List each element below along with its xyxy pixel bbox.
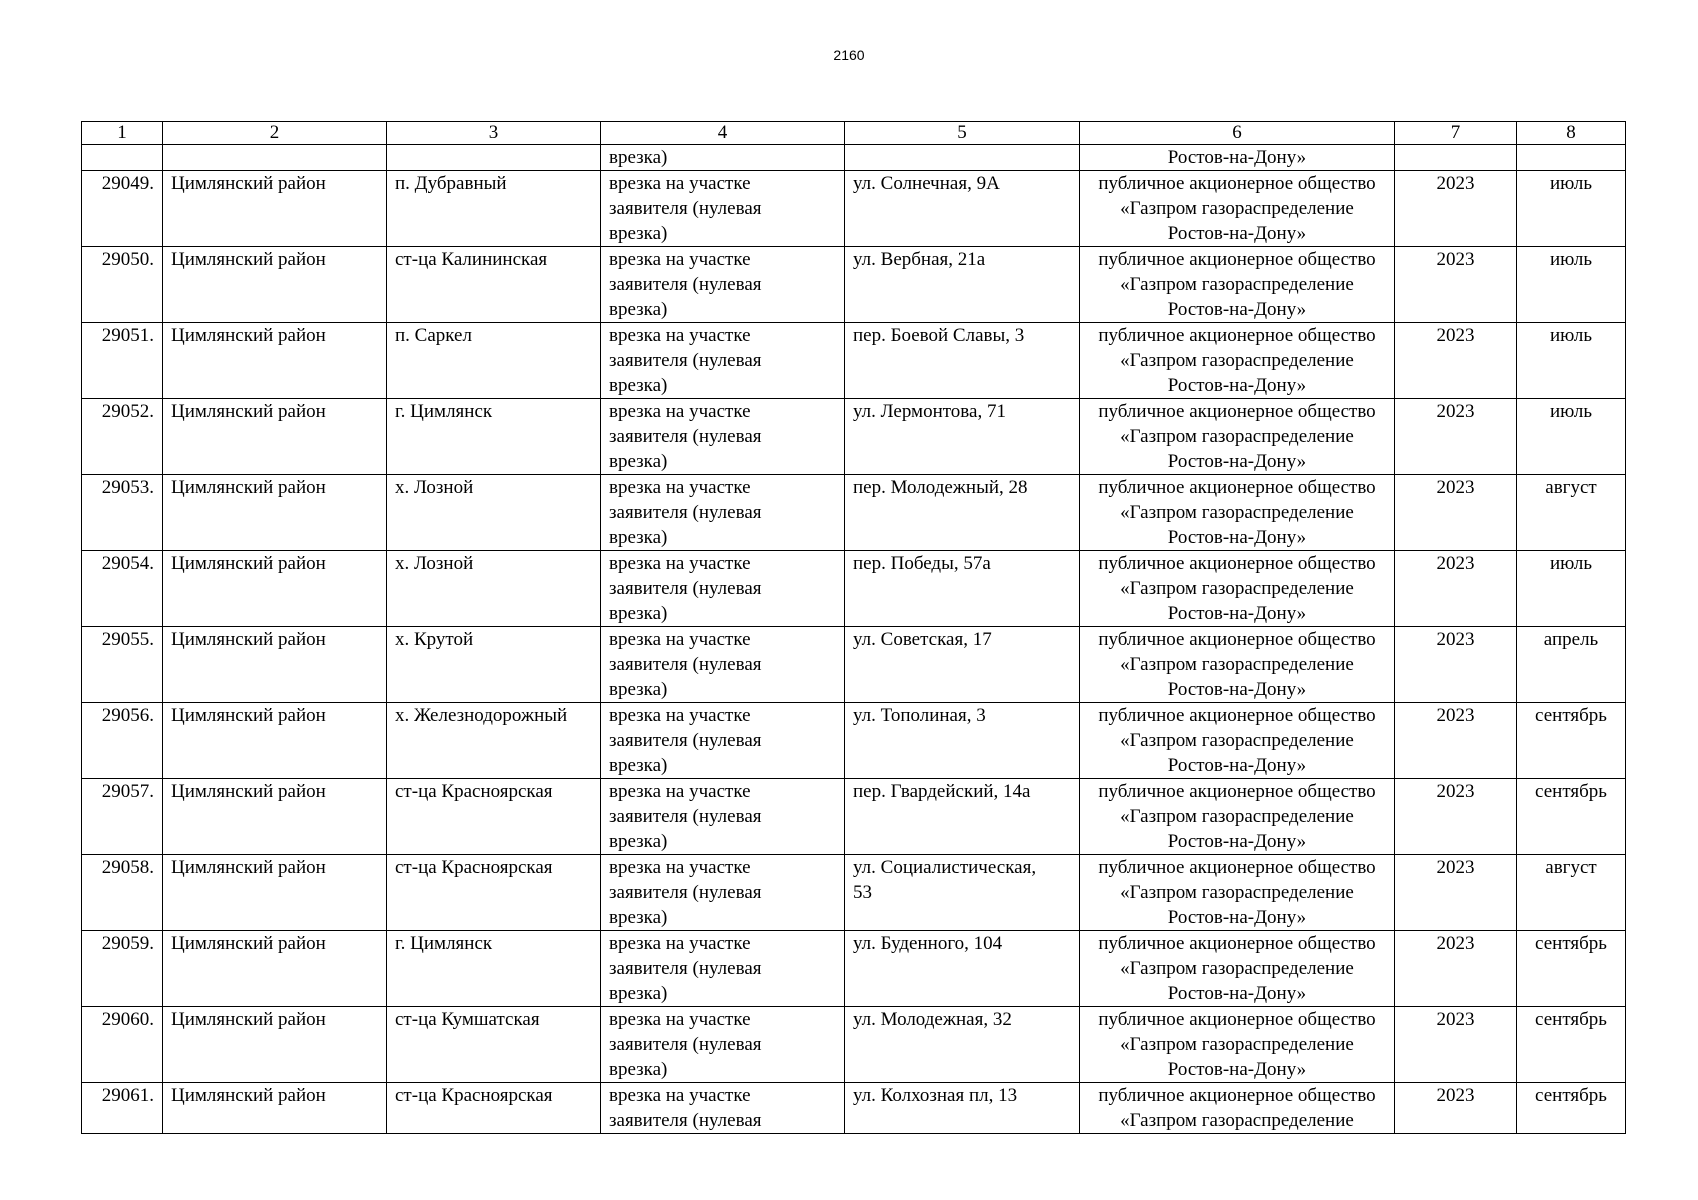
cell-year: 2023 [1395,551,1517,627]
header-col-8: 8 [1517,122,1626,145]
cell-settlement: п. Дубравный [387,171,601,247]
cell-settlement: ст-ца Калининская [387,247,601,323]
cell-year: 2023 [1395,931,1517,1007]
cell-address: ул. Колхозная пл, 13 [845,1083,1080,1134]
cell-organization: публичное акционерное общество «Газпром газораспределение Ростов-на-Дону» [1080,247,1395,323]
cell-type: врезка на участке заявителя (нулевая врезка) [601,171,845,247]
cell-settlement: х. Лозной [387,551,601,627]
cell-address: ул. Социалистическая, 53 [845,855,1080,931]
header-col-6: 6 [1080,122,1395,145]
document-table [81,121,1626,1134]
cell-month: июль [1517,551,1626,627]
table-header [82,122,1626,145]
cell-address: пер. Гвардейский, 14а [845,779,1080,855]
cell-settlement: х. Железнодорожный [387,703,601,779]
header-col-7: 7 [1395,122,1517,145]
cell-settlement: х. Крутой [387,627,601,703]
cell-address: пер. Боевой Славы, 3 [845,323,1080,399]
cell-num: 29055. [82,627,163,703]
cell-month: июль [1517,399,1626,475]
cell-num: 29051. [82,323,163,399]
cell-num: 29052. [82,399,163,475]
table-row [82,703,1626,779]
cell-district: Цимлянский район [163,475,387,551]
cell-year: 2023 [1395,399,1517,475]
cell-type: врезка на участке заявителя (нулевая врезка) [601,323,845,399]
cell-month: август [1517,855,1626,931]
cell-year: 2023 [1395,323,1517,399]
cell-address [845,145,1080,171]
cell-address: ул. Вербная, 21а [845,247,1080,323]
header-col-1: 1 [82,122,163,145]
cell-organization: публичное акционерное общество «Газпром газораспределение Ростов-на-Дону» [1080,551,1395,627]
header-col-5: 5 [845,122,1080,145]
cell-num: 29057. [82,779,163,855]
cell-type: врезка на участке заявителя (нулевая врезка) [601,931,845,1007]
cell-num: 29054. [82,551,163,627]
cell-num: 29059. [82,931,163,1007]
table-row [82,855,1626,931]
cell-settlement: ст-ца Кумшатская [387,1007,601,1083]
table-row [82,779,1626,855]
cell-year: 2023 [1395,247,1517,323]
cell-district: Цимлянский район [163,247,387,323]
cell-num: 29060. [82,1007,163,1083]
cell-num: 29049. [82,171,163,247]
cell-organization: публичное акционерное общество «Газпром газораспределение Ростов-на-Дону» [1080,323,1395,399]
header-col-4: 4 [601,122,845,145]
cell-address: ул. Буденного, 104 [845,931,1080,1007]
cell-settlement: ст-ца Красноярская [387,1083,601,1134]
cell-district: Цимлянский район [163,323,387,399]
table-row [82,475,1626,551]
cell-month: сентябрь [1517,779,1626,855]
cell-month: июль [1517,171,1626,247]
cell-type: врезка на участке заявителя (нулевая [601,1083,845,1134]
cell-month: июль [1517,323,1626,399]
cell-num [82,145,163,171]
cell-type: врезка) [601,145,845,171]
table-row [82,551,1626,627]
cell-settlement: г. Цимлянск [387,399,601,475]
cell-organization: публичное акционерное общество «Газпром газораспределение Ростов-на-Дону» [1080,475,1395,551]
cell-month: сентябрь [1517,1083,1626,1134]
cell-month: июль [1517,247,1626,323]
cell-type: врезка на участке заявителя (нулевая врезка) [601,855,845,931]
cell-num: 29061. [82,1083,163,1134]
cell-month: сентябрь [1517,931,1626,1007]
cell-num: 29050. [82,247,163,323]
cell-organization: публичное акционерное общество «Газпром газораспределение Ростов-на-Дону» [1080,1007,1395,1083]
cell-address: ул. Тополиная, 3 [845,703,1080,779]
cell-num: 29053. [82,475,163,551]
cell-district: Цимлянский район [163,931,387,1007]
table-row [82,1007,1626,1083]
cell-address: ул. Советская, 17 [845,627,1080,703]
table-row [82,247,1626,323]
cell-year: 2023 [1395,475,1517,551]
cell-type: врезка на участке заявителя (нулевая врезка) [601,779,845,855]
cell-year: 2023 [1395,779,1517,855]
cell-settlement: х. Лозной [387,475,601,551]
cell-month: сентябрь [1517,703,1626,779]
cell-month [1517,145,1626,171]
table-body [82,145,1626,1134]
cell-year: 2023 [1395,1007,1517,1083]
cell-district: Цимлянский район [163,1083,387,1134]
table-row [82,171,1626,247]
cell-address: пер. Молодежный, 28 [845,475,1080,551]
cell-num: 29058. [82,855,163,931]
cell-type: врезка на участке заявителя (нулевая врезка) [601,1007,845,1083]
cell-district: Цимлянский район [163,399,387,475]
cell-district: Цимлянский район [163,627,387,703]
cell-district: Цимлянский район [163,551,387,627]
cell-organization: публичное акционерное общество «Газпром газораспределение Ростов-на-Дону» [1080,399,1395,475]
cell-settlement: ст-ца Красноярская [387,779,601,855]
cell-type: врезка на участке заявителя (нулевая врезка) [601,247,845,323]
cell-type: врезка на участке заявителя (нулевая врезка) [601,551,845,627]
header-col-3: 3 [387,122,601,145]
cell-organization: публичное акционерное общество «Газпром газораспределение Ростов-на-Дону» [1080,703,1395,779]
header-col-2: 2 [163,122,387,145]
cell-year: 2023 [1395,171,1517,247]
cell-address: ул. Солнечная, 9А [845,171,1080,247]
table-row [82,627,1626,703]
table-row [82,323,1626,399]
cell-address: ул. Лермонтова, 71 [845,399,1080,475]
header-row [82,122,1626,145]
cell-settlement: г. Цимлянск [387,931,601,1007]
cell-organization: Ростов-на-Дону» [1080,145,1395,171]
cell-district: Цимлянский район [163,855,387,931]
cell-num: 29056. [82,703,163,779]
cell-month: апрель [1517,627,1626,703]
cell-organization: публичное акционерное общество «Газпром газораспределение Ростов-на-Дону» [1080,171,1395,247]
cell-year: 2023 [1395,627,1517,703]
cell-district [163,145,387,171]
cell-settlement: п. Саркел [387,323,601,399]
cell-settlement [387,145,601,171]
cell-district: Цимлянский район [163,1007,387,1083]
cell-district: Цимлянский район [163,779,387,855]
cell-address: пер. Победы, 57а [845,551,1080,627]
cell-organization: публичное акционерное общество «Газпром газораспределение Ростов-на-Дону» [1080,931,1395,1007]
cell-year [1395,145,1517,171]
cell-month: август [1517,475,1626,551]
cell-year: 2023 [1395,1083,1517,1134]
cell-type: врезка на участке заявителя (нулевая врезка) [601,703,845,779]
cell-year: 2023 [1395,703,1517,779]
cell-year: 2023 [1395,855,1517,931]
table-row [82,399,1626,475]
page-number: 2160 [833,47,865,63]
cell-settlement: ст-ца Красноярская [387,855,601,931]
cell-type: врезка на участке заявителя (нулевая врезка) [601,399,845,475]
cell-district: Цимлянский район [163,171,387,247]
cell-organization: публичное акционерное общество «Газпром газораспределение [1080,1083,1395,1134]
cell-organization: публичное акционерное общество «Газпром газораспределение Ростов-на-Дону» [1080,627,1395,703]
table-row [82,1083,1626,1134]
table-row [82,931,1626,1007]
continuation-row [82,145,1626,171]
cell-organization: публичное акционерное общество «Газпром газораспределение Ростов-на-Дону» [1080,855,1395,931]
cell-month: сентябрь [1517,1007,1626,1083]
cell-organization: публичное акционерное общество «Газпром газораспределение Ростов-на-Дону» [1080,779,1395,855]
cell-type: врезка на участке заявителя (нулевая врезка) [601,475,845,551]
cell-type: врезка на участке заявителя (нулевая врезка) [601,627,845,703]
cell-address: ул. Молодежная, 32 [845,1007,1080,1083]
cell-district: Цимлянский район [163,703,387,779]
